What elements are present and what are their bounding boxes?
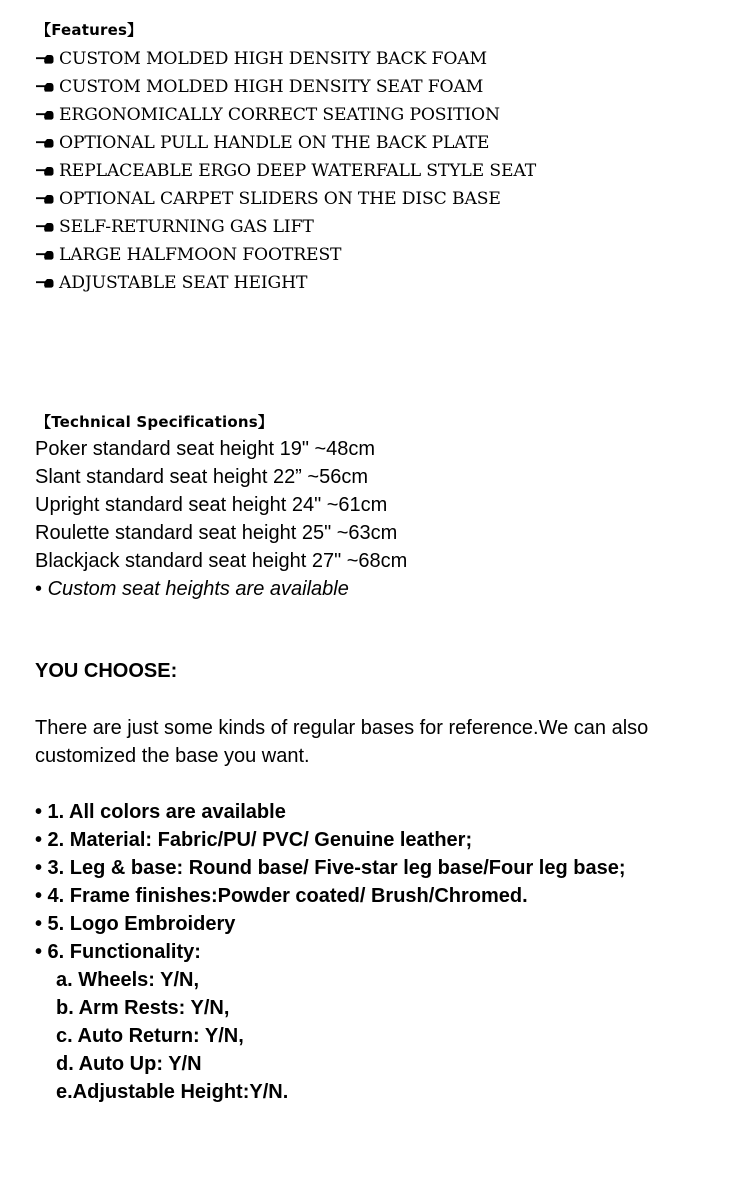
option-item: • 6. Functionality:: [35, 941, 201, 963]
features-heading: 【Features】: [36, 21, 143, 39]
feature-text: OPTIONAL PULL HANDLE ON THE BACK PLATE: [59, 133, 490, 153]
feature-text: REPLACEABLE ERGO DEEP WATERFALL STYLE SEAT: [59, 161, 537, 181]
specs-list: [35, 435, 407, 603]
option-item: • 1. All colors are available: [35, 801, 286, 823]
spec-item: Upright standard seat height 24" ~61cm: [35, 494, 388, 516]
you-choose-heading: YOU CHOOSE:: [35, 660, 178, 682]
option-item: • 2. Material: Fabric/PU/ PVC/ Genuine leather;: [35, 829, 473, 851]
feature-item: [36, 185, 536, 213]
feature-text: SELF-RETURNING GAS LIFT: [59, 217, 314, 237]
functionality-item: c. Auto Return: Y/N,: [56, 1025, 244, 1047]
pointing-hand-icon: [36, 53, 58, 65]
feature-item: [36, 241, 536, 269]
intro-paragraph: There are just some kinds of regular bases for reference.We can also customized the base you want.: [35, 717, 649, 767]
feature-item: [36, 157, 536, 185]
feature-text: ERGONOMICALLY CORRECT SEATING POSITION: [59, 105, 500, 125]
note-text: Custom seat heights are available: [47, 578, 349, 600]
pointing-hand-icon: [36, 249, 58, 261]
note-bullet: •: [35, 578, 48, 600]
pointing-hand-icon: [36, 109, 58, 121]
feature-text: ADJUSTABLE SEAT HEIGHT: [59, 273, 308, 293]
feature-item: [36, 269, 536, 297]
technical-specifications-heading: 【Technical Specifications】: [36, 413, 274, 431]
feature-item: [36, 45, 536, 73]
spec-item: Slant standard seat height 22” ~56cm: [35, 466, 368, 488]
pointing-hand-icon: [36, 193, 58, 205]
pointing-hand-icon: [36, 137, 58, 149]
pointing-hand-icon: [36, 81, 58, 93]
feature-item: [36, 73, 536, 101]
options-list: [35, 798, 626, 1106]
spec-item: Poker standard seat height 19" ~48cm: [35, 438, 376, 460]
feature-text: LARGE HALFMOON FOOTREST: [59, 245, 342, 265]
feature-text: CUSTOM MOLDED HIGH DENSITY SEAT FOAM: [59, 77, 484, 97]
functionality-item: e.Adjustable Height:Y/N.: [56, 1081, 289, 1103]
custom-heights-note: [35, 575, 407, 603]
pointing-hand-icon: [36, 165, 58, 177]
feature-text: CUSTOM MOLDED HIGH DENSITY BACK FOAM: [59, 49, 487, 69]
pointing-hand-icon: [36, 221, 58, 233]
functionality-item: d. Auto Up: Y/N: [56, 1053, 202, 1075]
features-list: [36, 45, 536, 297]
functionality-item: b. Arm Rests: Y/N,: [56, 997, 230, 1019]
option-item: • 4. Frame finishes:Powder coated/ Brush/Chromed.: [35, 885, 528, 907]
functionality-item: a. Wheels: Y/N,: [56, 969, 200, 991]
spec-item: Blackjack standard seat height 27" ~68cm: [35, 550, 408, 572]
option-item: • 5. Logo Embroidery: [35, 913, 236, 935]
pointing-hand-icon: [36, 277, 58, 289]
spec-item: Roulette standard seat height 25" ~63cm: [35, 522, 398, 544]
feature-text: OPTIONAL CARPET SLIDERS ON THE DISC BASE: [59, 189, 501, 209]
option-item: • 3. Leg & base: Round base/ Five-star leg base/Four leg base;: [35, 857, 626, 879]
feature-item: [36, 101, 536, 129]
feature-item: [36, 129, 536, 157]
feature-item: [36, 213, 536, 241]
